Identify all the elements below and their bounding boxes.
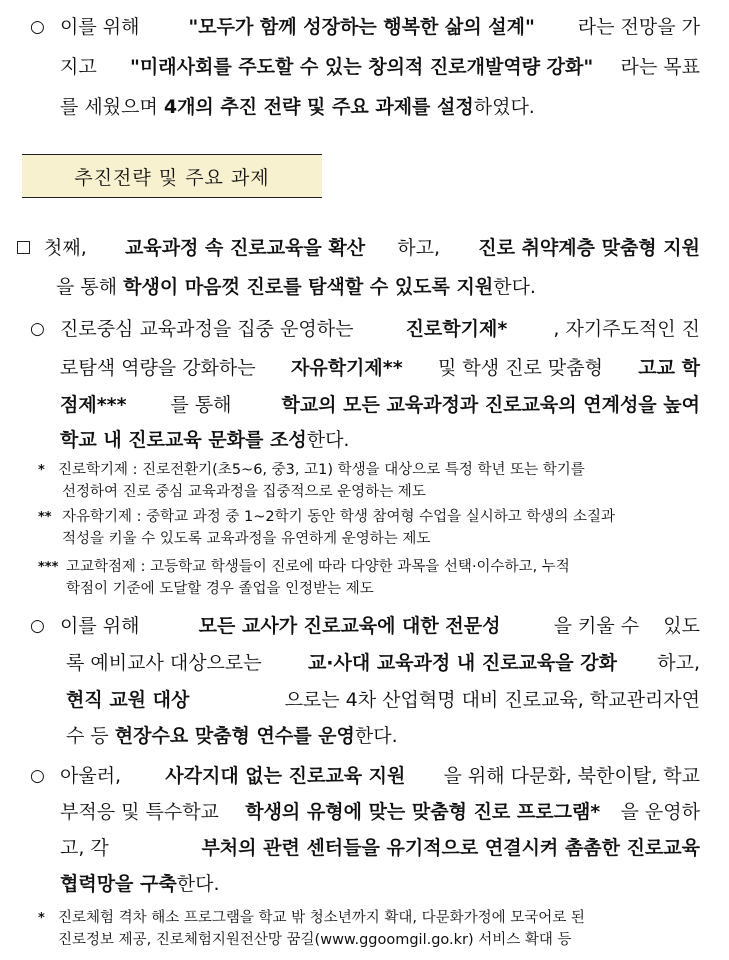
text: 을 키울 수 있도 — [553, 615, 700, 637]
text: 지고 — [60, 56, 103, 78]
footnote-mark: *** — [38, 560, 59, 575]
footnote-line: 진로정보 제공, 진로체험지원전산망 꿈길(www.ggoomgil.go.kr) 서비스 확대 등 — [58, 932, 572, 948]
footnote-mark: * — [38, 463, 45, 478]
text: 한다. — [306, 429, 350, 451]
circle-bullet-icon: ○ — [30, 766, 45, 786]
bullet2-line-2 — [66, 644, 700, 682]
bullet3-line-4 — [60, 865, 220, 903]
emphasis: "모두가 함께 성장하는 행복한 삶의 설계" — [188, 16, 535, 38]
text: 를 통해 — [170, 394, 238, 416]
text: 첫째, — [44, 237, 93, 259]
bullet1-line-3 — [60, 386, 700, 424]
text: 을 운영하 — [620, 801, 700, 823]
bullet1-line-1 — [60, 310, 700, 348]
footnote-line: 진로체험 격차 해소 프로그램을 학교 밖 청소년까지 확대, 다문화가정에 모국어로 된 — [58, 910, 585, 926]
emphasis: "미래사회를 주도할 수 있는 창의적 진로개발역량 강화" — [130, 56, 594, 78]
text: , 자기주도적인 진 — [553, 318, 700, 340]
emphasis: 현직 교원 대상 — [66, 689, 190, 711]
emphasis: 사각지대 없는 진로교육 지원 — [165, 765, 406, 787]
footnote-line: 선정하여 진로 중심 교육과정을 집중적으로 운영하는 제도 — [62, 484, 426, 500]
section-heading: 추진전략 및 주요 과제 — [22, 154, 322, 198]
bullet2-line-1 — [60, 607, 700, 645]
circle-bullet-icon: ○ — [30, 319, 45, 339]
footnote-line: 적성을 키울 수 있도록 교육과정을 유연하게 운영하는 제도 — [62, 531, 431, 547]
checkbox-square-icon — [17, 241, 30, 254]
section-first-line-2 — [56, 268, 536, 306]
text: 아울러, — [60, 765, 128, 787]
emphasis: 현장수요 맞춤형 연수를 운영 — [114, 725, 355, 747]
emphasis: 학교 내 진로교육 문화를 조성 — [60, 429, 307, 451]
emphasis: 학생이 마음껏 진로를 탐색할 수 있도록 지원 — [123, 276, 494, 298]
bullet3-line-3 — [60, 829, 700, 867]
bullet2-line-3 — [66, 681, 700, 719]
text: 한다. — [493, 276, 536, 298]
text: 하였다. — [473, 96, 535, 118]
footnote-line: 진로학기제 : 진로전환기(초5~6, 중3, 고1) 학생을 대상으로 특정 학년 또는 학기를 — [58, 462, 585, 478]
emphasis: 점제*** — [60, 394, 127, 416]
bullet3-line-1 — [60, 757, 700, 795]
text: 록 예비교사 대상으로는 — [66, 652, 268, 674]
text: 으로는 4차 산업혁명 대비 진로교육, 학교관리자연 — [284, 689, 700, 711]
emphasis: 모든 교사가 진로교육에 대한 전문성 — [198, 615, 501, 637]
text: 라는 목표 — [620, 56, 700, 78]
intro-line-1 — [60, 8, 700, 46]
emphasis: 고교 학 — [638, 357, 700, 379]
emphasis: 교육과정 속 진로교육을 확산 — [124, 237, 366, 259]
bullet1-line-4 — [60, 421, 349, 459]
emphasis: 학생의 유형에 맞는 맞춤형 진로 프로그램* — [245, 801, 601, 823]
text: 을 통해 — [56, 276, 124, 298]
bullet3-line-2 — [60, 793, 700, 831]
section-first-line-1 — [44, 229, 700, 267]
circle-bullet-icon: ○ — [30, 17, 45, 37]
bullet2-line-4 — [66, 717, 398, 755]
emphasis: 부처의 관련 센터들을 유기적으로 연결시켜 촘촘한 진로교육 — [201, 837, 700, 859]
text: 고, 각 — [60, 837, 115, 859]
emphasis: 학교의 모든 교육과정과 진로교육의 연계성을 높여 — [281, 394, 700, 416]
text: 하고, — [397, 237, 447, 259]
emphasis: 자유학기제** — [290, 357, 403, 379]
text: 하고, — [657, 652, 700, 674]
text: 한다. — [354, 725, 398, 747]
footnote-mark: * — [38, 911, 45, 926]
footnote-mark: ** — [38, 510, 52, 525]
footnote-line: 학점이 기준에 도달할 경우 졸업을 인정받는 제도 — [66, 581, 374, 597]
bullet1-line-2 — [60, 349, 700, 387]
emphasis: 협력망을 구축 — [60, 873, 177, 895]
text: 및 학생 진로 맞춤형 — [431, 357, 609, 379]
emphasis: 교·사대 교육과정 내 진로교육을 강화 — [307, 652, 617, 674]
text: 을 위해 다문화, 북한이탈, 학교 — [443, 765, 700, 787]
emphasis: 진로학기제* — [405, 318, 508, 340]
intro-line-3 — [60, 88, 535, 126]
circle-bullet-icon: ○ — [30, 616, 45, 636]
intro-line-2 — [60, 48, 700, 86]
text: 수 등 — [66, 725, 115, 747]
footnote-line: 고교학점제 : 고등학교 학생들이 진로에 따라 다양한 과목을 선택·이수하고, 누적 — [66, 559, 570, 575]
footnote-line: 자유학기제 : 중학교 과정 중 1~2학기 동안 학생 참여형 수업을 실시하고 학생의 소질과 — [62, 509, 616, 525]
emphasis: 진로 취약계층 맞춤형 지원 — [478, 237, 700, 259]
text: 이를 위해 — [60, 615, 146, 637]
emphasis: 4개의 추진 전략 및 주요 과제를 설정 — [163, 96, 474, 118]
text: 를 세웠으며 — [60, 96, 164, 118]
text: 부적응 및 특수학교 — [60, 801, 225, 823]
text: 한다. — [176, 873, 220, 895]
text: 이를 위해 — [60, 16, 146, 38]
text: 라는 전망을 가 — [577, 16, 700, 38]
text: 진로중심 교육과정을 집중 운영하는 — [60, 318, 360, 340]
text: 로탐색 역량을 강화하는 — [60, 357, 262, 379]
